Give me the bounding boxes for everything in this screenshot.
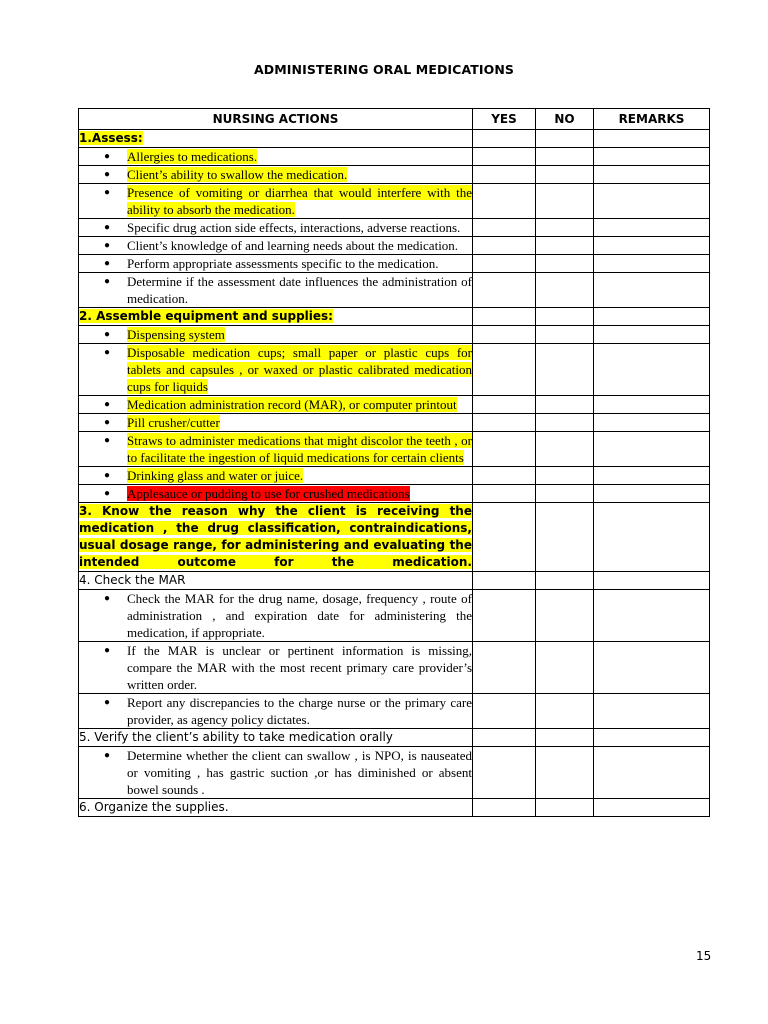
remarks-cell[interactable] xyxy=(594,273,710,308)
remarks-cell[interactable] xyxy=(594,326,710,344)
remarks-cell[interactable] xyxy=(594,799,710,817)
nursing-action-cell xyxy=(79,590,473,642)
list-item-text: Client’s ability to swallow the medication. xyxy=(127,167,348,182)
nursing-action-cell xyxy=(79,432,473,467)
remarks-cell[interactable] xyxy=(594,148,710,166)
table-row xyxy=(79,273,710,308)
remarks-cell[interactable] xyxy=(594,308,710,326)
yes-cell[interactable] xyxy=(473,590,536,642)
list-item xyxy=(79,166,472,183)
yes-cell[interactable] xyxy=(473,503,536,572)
no-cell[interactable] xyxy=(536,344,594,396)
remarks-cell[interactable] xyxy=(594,166,710,184)
list-item-text: Medication administration record (MAR), or computer printout xyxy=(127,397,457,412)
no-cell[interactable] xyxy=(536,729,594,747)
nursing-action-cell xyxy=(79,396,473,414)
yes-cell[interactable] xyxy=(473,799,536,817)
table-row xyxy=(79,148,710,166)
remarks-cell[interactable] xyxy=(594,485,710,503)
yes-cell[interactable] xyxy=(473,308,536,326)
nursing-action-cell xyxy=(79,237,473,255)
remarks-cell[interactable] xyxy=(594,467,710,485)
nursing-action-cell xyxy=(79,572,473,590)
nursing-action-cell xyxy=(79,642,473,694)
no-cell[interactable] xyxy=(536,432,594,467)
yes-cell[interactable] xyxy=(473,694,536,729)
header-nursing-actions: NURSING ACTIONS xyxy=(79,109,473,130)
section-row xyxy=(79,503,710,572)
remarks-cell[interactable] xyxy=(594,184,710,219)
page-number: 15 xyxy=(696,949,712,963)
table-row xyxy=(79,467,710,485)
nursing-action-cell xyxy=(79,130,473,148)
list-item-text: Dispensing system xyxy=(127,327,225,342)
nursing-action-cell xyxy=(79,184,473,219)
table-header-row xyxy=(79,109,710,130)
header-yes: YES xyxy=(473,109,536,130)
section-heading: 1.Assess: xyxy=(79,131,143,145)
list-item xyxy=(79,273,472,307)
nursing-action-cell xyxy=(79,344,473,396)
nursing-action-cell xyxy=(79,729,473,747)
nursing-action-cell xyxy=(79,747,473,799)
nursing-action-cell xyxy=(79,503,473,572)
remarks-cell[interactable] xyxy=(594,590,710,642)
checklist-table xyxy=(78,108,710,817)
section-row xyxy=(79,572,710,590)
list-item-text: Client’s knowledge of and learning needs about the medication. xyxy=(127,238,459,253)
list-item-text: Straws to administer medications that might discolor the teeth , or to facilitate the ingestion of liquid medications for certain clients xyxy=(127,433,472,465)
table-row xyxy=(79,414,710,432)
table-row xyxy=(79,344,710,396)
section-row xyxy=(79,729,710,747)
list-item xyxy=(79,255,472,272)
list-item-text: Drinking glass and water or juice. xyxy=(127,468,304,483)
list-item xyxy=(79,467,472,484)
section-row xyxy=(79,308,710,326)
nursing-action-cell xyxy=(79,273,473,308)
section-heading: 6. Organize the supplies. xyxy=(79,800,229,814)
list-item-text: Check the MAR for the drug name, dosage, frequency , route of administration , and expiration date for administering the medication, if appropriate. xyxy=(127,591,472,640)
table-row xyxy=(79,184,710,219)
remarks-cell[interactable] xyxy=(594,432,710,467)
yes-cell[interactable] xyxy=(473,414,536,432)
list-item-text: Specific drug action side effects, interactions, adverse reactions. xyxy=(127,220,461,235)
list-item xyxy=(79,148,472,165)
nursing-action-cell xyxy=(79,326,473,344)
yes-cell[interactable] xyxy=(473,130,536,148)
list-item xyxy=(79,432,472,466)
no-cell[interactable] xyxy=(536,503,594,572)
list-item xyxy=(79,694,472,728)
remarks-cell[interactable] xyxy=(594,396,710,414)
section-heading: 2. Assemble equipment and supplies: xyxy=(79,309,333,323)
remarks-cell[interactable] xyxy=(594,344,710,396)
section-heading: 4. Check the MAR xyxy=(79,573,186,587)
nursing-action-cell xyxy=(79,694,473,729)
nursing-action-cell xyxy=(79,414,473,432)
section-row xyxy=(79,799,710,817)
no-cell[interactable] xyxy=(536,572,594,590)
list-item xyxy=(79,396,472,413)
remarks-cell[interactable] xyxy=(594,219,710,237)
nursing-action-cell xyxy=(79,308,473,326)
list-item xyxy=(79,642,472,693)
table-row xyxy=(79,694,710,729)
no-cell[interactable] xyxy=(536,642,594,694)
section-heading: 5. Verify the client’s ability to take medication orally xyxy=(79,730,393,744)
no-cell[interactable] xyxy=(536,219,594,237)
page-title: ADMINISTERING ORAL MEDICATIONS xyxy=(253,62,515,77)
list-item-text: Determine whether the client can swallow , is NPO, is nauseated or vomiting , has gastric suction ,or has diminished or absent bowel sounds . xyxy=(127,748,472,797)
no-cell[interactable] xyxy=(536,467,594,485)
remarks-cell[interactable] xyxy=(594,729,710,747)
remarks-cell[interactable] xyxy=(594,642,710,694)
no-cell[interactable] xyxy=(536,237,594,255)
list-item xyxy=(79,747,472,798)
yes-cell[interactable] xyxy=(473,642,536,694)
nursing-action-cell xyxy=(79,255,473,273)
table-row xyxy=(79,219,710,237)
table-row xyxy=(79,747,710,799)
nursing-action-cell xyxy=(79,148,473,166)
remarks-cell[interactable] xyxy=(594,237,710,255)
list-item xyxy=(79,414,472,431)
no-cell[interactable] xyxy=(536,414,594,432)
table-row xyxy=(79,432,710,467)
nursing-action-cell xyxy=(79,166,473,184)
no-cell[interactable] xyxy=(536,590,594,642)
list-item-text: Pill crusher/cutter xyxy=(127,415,220,430)
yes-cell[interactable] xyxy=(473,219,536,237)
yes-cell[interactable] xyxy=(473,747,536,799)
table-row xyxy=(79,166,710,184)
remarks-cell[interactable] xyxy=(594,255,710,273)
table-row xyxy=(79,485,710,503)
no-cell[interactable] xyxy=(536,273,594,308)
yes-cell[interactable] xyxy=(473,184,536,219)
yes-cell[interactable] xyxy=(473,572,536,590)
list-item-text: If the MAR is unclear or pertinent information is missing, compare the MAR with the most recent primary care provider’s written order. xyxy=(127,643,472,692)
table-row xyxy=(79,255,710,273)
table-row xyxy=(79,396,710,414)
remarks-cell[interactable] xyxy=(594,503,710,572)
no-cell[interactable] xyxy=(536,694,594,729)
list-item-text: Perform appropriate assessments specific to the medication. xyxy=(127,256,439,271)
yes-cell[interactable] xyxy=(473,344,536,396)
remarks-cell[interactable] xyxy=(594,130,710,148)
list-item-text: Presence of vomiting or diarrhea that would interfere with the ability to absorb the medication. xyxy=(127,185,472,217)
nursing-action-cell xyxy=(79,467,473,485)
yes-cell[interactable] xyxy=(473,166,536,184)
table-row xyxy=(79,590,710,642)
yes-cell[interactable] xyxy=(473,432,536,467)
list-item-text: Report any discrepancies to the charge nurse or the primary care provider, as agency policy dictates. xyxy=(127,695,472,727)
remarks-cell[interactable] xyxy=(594,694,710,729)
yes-cell[interactable] xyxy=(473,729,536,747)
remarks-cell[interactable] xyxy=(594,414,710,432)
list-item-text: Applesauce or pudding to use for crushed medications xyxy=(127,486,410,501)
table-row xyxy=(79,642,710,694)
yes-cell[interactable] xyxy=(473,273,536,308)
no-cell[interactable] xyxy=(536,326,594,344)
yes-cell[interactable] xyxy=(473,326,536,344)
no-cell[interactable] xyxy=(536,747,594,799)
yes-cell[interactable] xyxy=(473,148,536,166)
list-item xyxy=(79,485,472,502)
list-item xyxy=(79,184,472,218)
list-item-text: Allergies to medications. xyxy=(127,149,258,164)
yes-cell[interactable] xyxy=(473,255,536,273)
no-cell[interactable] xyxy=(536,485,594,503)
section-heading: 3. Know the reason why the client is receiving the medication , the drug classification, contraindications, usual dosage range, for administering and evaluating the intended outcome for the medication. xyxy=(79,504,472,569)
list-item xyxy=(79,219,472,236)
list-item xyxy=(79,237,472,254)
remarks-cell[interactable] xyxy=(594,572,710,590)
no-cell[interactable] xyxy=(536,396,594,414)
list-item-text: Determine if the assessment date influences the administration of medication. xyxy=(127,274,472,306)
no-cell[interactable] xyxy=(536,166,594,184)
header-no: NO xyxy=(536,109,594,130)
list-item xyxy=(79,344,472,395)
remarks-cell[interactable] xyxy=(594,747,710,799)
no-cell[interactable] xyxy=(536,255,594,273)
table-row xyxy=(79,237,710,255)
no-cell[interactable] xyxy=(536,308,594,326)
table-row xyxy=(79,326,710,344)
yes-cell[interactable] xyxy=(473,485,536,503)
yes-cell[interactable] xyxy=(473,467,536,485)
nursing-action-cell xyxy=(79,485,473,503)
no-cell[interactable] xyxy=(536,130,594,148)
yes-cell[interactable] xyxy=(473,237,536,255)
list-item xyxy=(79,590,472,641)
list-item-text: Disposable medication cups; small paper or plastic cups for tablets and capsules , or waxed or plastic calibrated medication cups for liquids xyxy=(127,345,472,394)
nursing-action-cell xyxy=(79,799,473,817)
nursing-action-cell xyxy=(79,219,473,237)
yes-cell[interactable] xyxy=(473,396,536,414)
no-cell[interactable] xyxy=(536,148,594,166)
no-cell[interactable] xyxy=(536,184,594,219)
list-item xyxy=(79,326,472,343)
no-cell[interactable] xyxy=(536,799,594,817)
section-row xyxy=(79,130,710,148)
header-remarks: REMARKS xyxy=(594,109,710,130)
